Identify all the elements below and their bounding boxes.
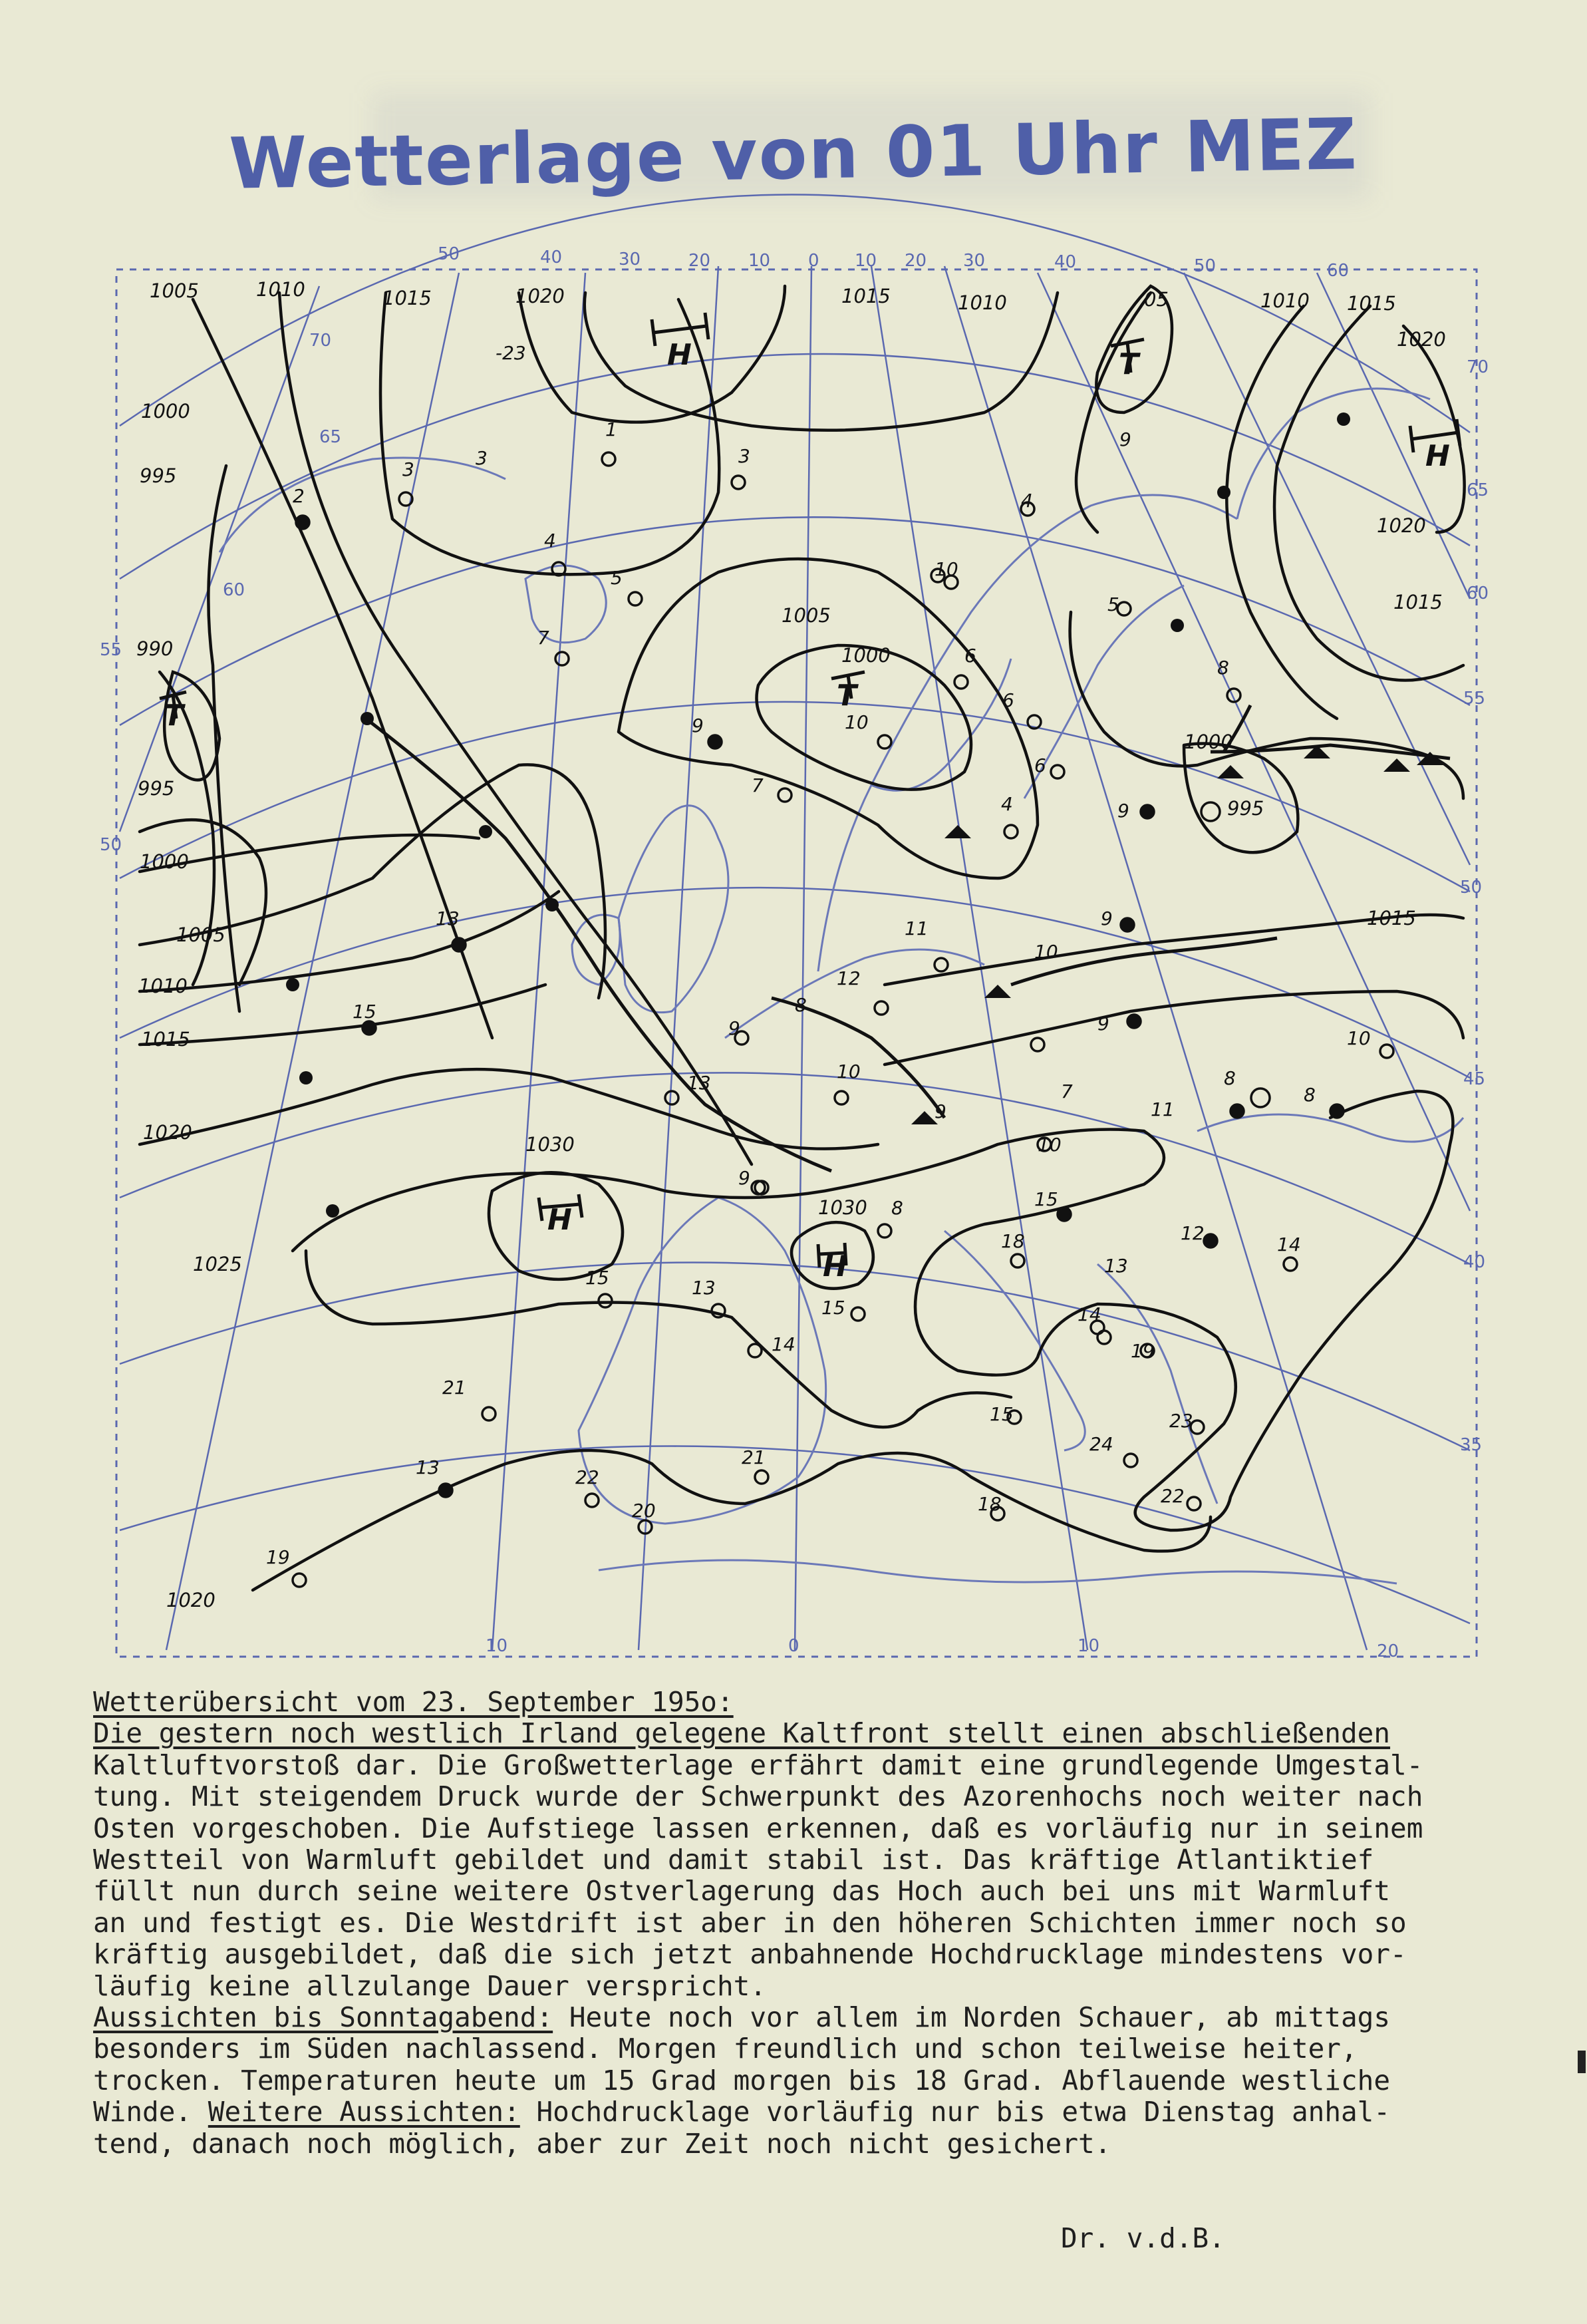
signature: Dr. v.d.B. xyxy=(1061,2222,1225,2254)
isobar-label: 1000 xyxy=(140,850,189,873)
station-temp: 9 xyxy=(728,1017,740,1039)
station-dot xyxy=(629,592,642,605)
longitude-label: 50 xyxy=(438,244,460,264)
meridian-line xyxy=(492,273,585,1650)
isobar-label: 990 xyxy=(136,637,174,660)
station-temp: 15 xyxy=(990,1403,1014,1425)
station-dot xyxy=(954,675,968,689)
longitude-label: 20 xyxy=(905,251,927,271)
station-dot xyxy=(1097,1331,1111,1344)
station-temp: 19 xyxy=(1131,1340,1155,1362)
station-temp: 19 xyxy=(266,1546,290,1568)
isobar-label: 1000 xyxy=(141,400,190,422)
latitude-label: 65 xyxy=(1467,480,1489,500)
outlook-text: Heute noch vor allem im Norden Schauer, ab mittags xyxy=(553,2001,1391,2034)
station-temp: 8 xyxy=(1304,1084,1316,1106)
isobar-label: 1020 xyxy=(1397,328,1446,351)
station-dot xyxy=(1204,1234,1217,1247)
coastline-north-sea xyxy=(725,949,984,1038)
station-dot xyxy=(452,938,466,951)
coastline-iberia xyxy=(579,1198,826,1524)
edge-mark xyxy=(1578,2051,1586,2073)
coastline-balkans xyxy=(1097,1264,1217,1504)
station-temp: 10 xyxy=(1038,1134,1062,1156)
station-dot xyxy=(1127,1015,1141,1028)
station-temp: 10 xyxy=(837,1061,861,1082)
station-temperatures xyxy=(266,342,1371,1568)
low-center-letter: T xyxy=(1119,347,1139,381)
station-temp: 10 xyxy=(845,711,869,733)
report-line: trocken. Temperaturen heute um 15 Grad morgen bis 18 Grad. Abflauende westliche xyxy=(93,2064,1391,2096)
report-line: an und festigt es. Die Westdrift ist aber in den höheren Schichten immer noch so xyxy=(93,1906,1407,1939)
latitude-label: 70 xyxy=(309,331,332,351)
latitude-label: 60 xyxy=(223,580,245,600)
coastline-ireland xyxy=(572,915,620,985)
latitude-label: 60 xyxy=(1467,583,1489,603)
station-temp: 4 xyxy=(1001,793,1013,815)
isobar-label: 1030 xyxy=(818,1196,867,1219)
station-temp: 9 xyxy=(1101,908,1113,929)
front-marker xyxy=(286,978,299,991)
station-temp: 8 xyxy=(1217,657,1229,679)
isobar-label: 1005 xyxy=(782,604,831,627)
station-temp: 7 xyxy=(752,774,764,796)
station-temp: 20 xyxy=(632,1500,656,1522)
longitude-label: 40 xyxy=(1054,252,1077,272)
isobar-line xyxy=(140,1069,878,1149)
meridian-line xyxy=(944,266,1367,1650)
isobar-line xyxy=(279,293,752,1164)
station-dot xyxy=(748,1344,762,1357)
front-marker xyxy=(1217,486,1230,499)
latitude-label: 70 xyxy=(1467,357,1489,377)
longitude-label: 10 xyxy=(486,1636,508,1656)
front-marker xyxy=(326,1204,339,1218)
station-dot xyxy=(602,452,615,466)
front-marker xyxy=(984,985,1011,998)
longitude-label: 10 xyxy=(748,251,771,271)
isobar-label: 1015 xyxy=(141,1028,190,1051)
latitude-grid xyxy=(120,194,1470,1623)
station-temp: 7 xyxy=(1061,1080,1073,1102)
latitude-arc xyxy=(120,194,1470,432)
station-temp: 13 xyxy=(692,1277,716,1299)
longitude-label: 10 xyxy=(855,251,877,271)
station-temp: 2 xyxy=(293,485,305,507)
longitude-label: 20 xyxy=(1377,1641,1399,1661)
station-temp: 12 xyxy=(837,967,861,989)
report-line: tung. Mit steigendem Druck wurde der Schwerpunkt des Azorenhochs noch weiter nach xyxy=(93,1780,1423,1813)
station-temp: 13 xyxy=(687,1072,711,1094)
station-temp: 9 xyxy=(1119,428,1131,450)
isobar-label: 1015 xyxy=(382,287,432,309)
isobar-label: 1010 xyxy=(256,278,305,301)
front-marker xyxy=(361,712,374,725)
station-dot xyxy=(1201,802,1220,821)
station-temp: 18 xyxy=(1001,1230,1025,1252)
station-temp: 4 xyxy=(544,530,556,552)
longitude-label: 30 xyxy=(619,249,641,269)
isobar-label: 1020 xyxy=(1377,514,1426,537)
latitude-label: 35 xyxy=(1460,1435,1483,1455)
station-temp: 24 xyxy=(1089,1433,1113,1455)
front-marker xyxy=(299,1071,313,1084)
station-dot xyxy=(1051,765,1064,778)
isobar-label: 1015 xyxy=(1347,292,1396,315)
station-temp: 3 xyxy=(738,445,750,467)
longitude-label: 50 xyxy=(1194,256,1217,276)
longitude-label: 0 xyxy=(808,251,819,271)
outlook-label: Aussichten bis Sonntagabend: xyxy=(93,2001,553,2034)
front-marker xyxy=(545,898,559,912)
latitude-arc xyxy=(120,702,1470,892)
meridian-line xyxy=(120,286,319,832)
station-dot xyxy=(1330,1104,1344,1118)
station-temp: 1 xyxy=(605,418,617,440)
latitude-arc xyxy=(120,354,1470,579)
latitude-arc xyxy=(120,1073,1470,1264)
station-dot xyxy=(851,1307,865,1321)
latitude-label: 50 xyxy=(1460,878,1483,898)
station-temp: 22 xyxy=(575,1466,599,1488)
station-temp: 14 xyxy=(772,1333,795,1355)
longitude-label: 30 xyxy=(963,251,986,271)
station-temp: 14 xyxy=(1277,1234,1301,1255)
station-dot xyxy=(296,516,309,529)
report-line: Osten vorgeschoben. Die Aufstiege lassen erkennen, daß es vorläufig nur in seinem xyxy=(93,1812,1423,1844)
report-heading: Wetterübersicht vom 23. September 195o: xyxy=(93,1686,734,1718)
station-temp: 6 xyxy=(1002,689,1014,711)
station-dot xyxy=(665,1091,678,1104)
isobar-label: 995 xyxy=(1227,797,1264,820)
isobar-label: 1020 xyxy=(166,1589,216,1611)
station-temp: 21 xyxy=(742,1446,766,1468)
report-line: Die gestern noch westlich Irland gelegene Kaltfront stellt einen abschließenden xyxy=(93,1717,1391,1750)
station-temp: 5 xyxy=(611,567,623,589)
station-dot xyxy=(293,1574,306,1587)
coastline-iceland xyxy=(219,458,505,552)
station-dot xyxy=(585,1494,599,1507)
station-temp: 11 xyxy=(905,917,929,939)
front-marker xyxy=(479,825,492,838)
latitude-arc xyxy=(120,1263,1470,1450)
station-temp: 21 xyxy=(442,1377,466,1399)
isobar-label: 1015 xyxy=(841,285,891,307)
high-center-letter: H xyxy=(667,338,692,372)
longitude-label: 20 xyxy=(688,251,711,271)
station-dot xyxy=(835,1091,848,1104)
coastline-italy xyxy=(944,1231,1085,1450)
station-dot xyxy=(1124,1454,1137,1467)
station-temp: 14 xyxy=(1078,1303,1101,1325)
isobar-label: 1020 xyxy=(515,285,565,307)
isobar-label: 1020 xyxy=(143,1121,192,1144)
front-marker xyxy=(944,825,971,838)
station-dot xyxy=(1284,1257,1297,1271)
isobar-label: 1010 xyxy=(1260,289,1310,312)
station-dot xyxy=(1117,602,1131,615)
report-line: besonders im Süden nachlassend. Morgen freundlich und schon teilweise heiter, xyxy=(93,2033,1358,2065)
coastline-scandinavia xyxy=(818,495,1237,971)
high-center-letter: H xyxy=(823,1249,847,1283)
weather-report xyxy=(93,1687,1497,2160)
station-dot xyxy=(555,652,569,665)
station-temp: 13 xyxy=(1104,1255,1128,1277)
station-dot xyxy=(1011,1254,1024,1267)
station-temp: 8 xyxy=(891,1197,903,1219)
latitude-label: 65 xyxy=(319,427,342,447)
front-marker xyxy=(1217,765,1244,778)
isobar-label: 05 xyxy=(1144,288,1169,311)
station-temp: 9 xyxy=(1117,800,1129,822)
station-dot xyxy=(1121,918,1134,931)
station-temp: 13 xyxy=(416,1456,440,1478)
station-temp: 9 xyxy=(692,715,704,737)
isobar-label: 1000 xyxy=(841,644,891,667)
outlook-text: Hochdrucklage vorläufig nur bis etwa Dienstag anhal- xyxy=(519,2096,1391,2128)
isobars xyxy=(140,286,1465,1590)
isobar-label: 1005 xyxy=(150,279,199,302)
coastline-baltic xyxy=(1024,585,1184,798)
latitude-label: 55 xyxy=(1463,689,1486,709)
station-temp: 22 xyxy=(1161,1485,1185,1507)
station-dot xyxy=(1380,1045,1393,1058)
station-dot xyxy=(482,1407,496,1420)
station-temp: 5 xyxy=(1107,593,1119,615)
title-stamp: Wetterlage von 01 Uhr MEZ xyxy=(228,103,1359,205)
station-dot xyxy=(878,735,891,748)
isobar-label: 1000 xyxy=(1184,731,1233,753)
station-temp: 10 xyxy=(935,558,958,580)
report-line: Westteil von Warmluft gebildet und damit stabil ist. Das kräftige Atlantiktief xyxy=(93,1844,1374,1876)
station-temp: 9 xyxy=(738,1167,750,1189)
isobar-label: 1030 xyxy=(525,1133,575,1156)
isobar-label: 1015 xyxy=(1393,591,1443,613)
station-temp: 7 xyxy=(537,627,549,649)
station-temp: 3 xyxy=(402,458,414,480)
outlook-text: Winde. xyxy=(93,2096,208,2128)
isobar-label: 995 xyxy=(140,464,177,487)
station-temp: 6 xyxy=(964,645,976,667)
station-dot xyxy=(732,476,745,489)
report-line: kräftig ausgebildet, daß die sich jetzt anbahnende Hochdrucklage mindestens vor- xyxy=(93,1938,1407,1971)
station-dot xyxy=(935,958,948,971)
station-dot xyxy=(1230,1104,1244,1118)
station-temp: 12 xyxy=(1181,1222,1205,1244)
station-temp: 9 xyxy=(935,1100,946,1122)
report-line: läufig keine allzulange Dauer verspricht. xyxy=(93,1969,767,2002)
station-temp: 10 xyxy=(1347,1027,1371,1049)
report-line: Kaltluftvorstoß dar. Die Großwetterlage erfährt damit eine grundlegende Umgestal- xyxy=(93,1748,1423,1781)
latitude-label: 50 xyxy=(100,835,122,855)
station-dot xyxy=(755,1470,768,1484)
station-dot xyxy=(1251,1088,1270,1107)
latitude-label: 40 xyxy=(1463,1252,1486,1272)
station-temp: 8 xyxy=(795,994,807,1016)
station-temp: 18 xyxy=(978,1493,1002,1515)
isobar-label: 1010 xyxy=(958,291,1007,314)
station-dot xyxy=(708,735,722,748)
isobar-label: 1025 xyxy=(193,1253,242,1275)
station-temp: 15 xyxy=(585,1267,609,1289)
report-line: füllt nun durch seine weitere Ostverlagerung das Hoch auch bei uns mit Warmluft xyxy=(93,1875,1391,1908)
station-temp: 15 xyxy=(821,1297,845,1319)
longitude-label: 60 xyxy=(1327,261,1350,281)
coastline-north-africa xyxy=(599,1560,1397,1583)
isobar-label: 1015 xyxy=(1367,907,1416,929)
further-outlook-label: Weitere Aussichten: xyxy=(208,2096,520,2128)
station-dot xyxy=(875,1001,888,1015)
station-temp: -23 xyxy=(496,342,526,364)
station-temp: 15 xyxy=(353,1001,376,1023)
report-line: tend, danach noch möglich, aber zur Zeit noch nicht gesichert. xyxy=(93,2127,1111,2160)
isobar-line xyxy=(885,991,1463,1065)
station-dot xyxy=(1058,1208,1071,1221)
isobar-line xyxy=(1403,326,1465,532)
station-temp: 4 xyxy=(1021,490,1033,512)
longitude-label: 40 xyxy=(540,248,563,267)
station-temp: 11 xyxy=(1151,1098,1175,1120)
station-dot xyxy=(712,1304,725,1317)
station-temp: 6 xyxy=(1034,754,1046,776)
front-marker xyxy=(911,1111,938,1124)
isobar-line xyxy=(1274,306,1463,681)
station-dot xyxy=(1141,805,1154,818)
isobar-labels xyxy=(136,278,1446,1611)
meridian-line xyxy=(1317,273,1470,599)
latitude-label: 45 xyxy=(1463,1069,1486,1089)
isobar-label: 1010 xyxy=(138,975,188,997)
high-center-letter: H xyxy=(547,1203,572,1237)
isobar-line xyxy=(293,1091,1453,1530)
station-temp: 8 xyxy=(1224,1067,1236,1089)
meridian-line xyxy=(795,266,811,1650)
station-dot xyxy=(1031,1038,1044,1051)
front-marker xyxy=(1383,758,1410,772)
meridian-line xyxy=(639,266,718,1650)
station-temp: 15 xyxy=(1034,1188,1058,1210)
isobar-label: 1005 xyxy=(176,923,225,946)
station-dot xyxy=(1187,1497,1201,1510)
station-dot xyxy=(599,1294,612,1307)
station-dot xyxy=(362,1021,376,1035)
low-center-letter: T xyxy=(837,679,857,713)
front-marker xyxy=(1337,413,1350,426)
station-temp: 9 xyxy=(1097,1013,1109,1035)
longitude-label: 0 xyxy=(788,1636,799,1656)
station-dot xyxy=(1004,825,1018,838)
station-temp: 3 xyxy=(476,447,488,469)
longitude-label: 10 xyxy=(1078,1636,1100,1656)
station-dot xyxy=(439,1484,452,1497)
station-temp: 13 xyxy=(436,908,460,929)
isobar-label: 995 xyxy=(138,777,175,800)
front-marker xyxy=(1171,619,1184,632)
station-temp: 23 xyxy=(1169,1410,1193,1432)
station-dot xyxy=(878,1224,891,1238)
latitude-label: 55 xyxy=(100,640,122,660)
low-center-letter: T xyxy=(164,699,184,733)
station-dot xyxy=(778,788,792,802)
station-temp: 10 xyxy=(1034,941,1058,963)
coastline-britain xyxy=(619,806,728,1013)
high-center-letter: H xyxy=(1425,439,1450,473)
